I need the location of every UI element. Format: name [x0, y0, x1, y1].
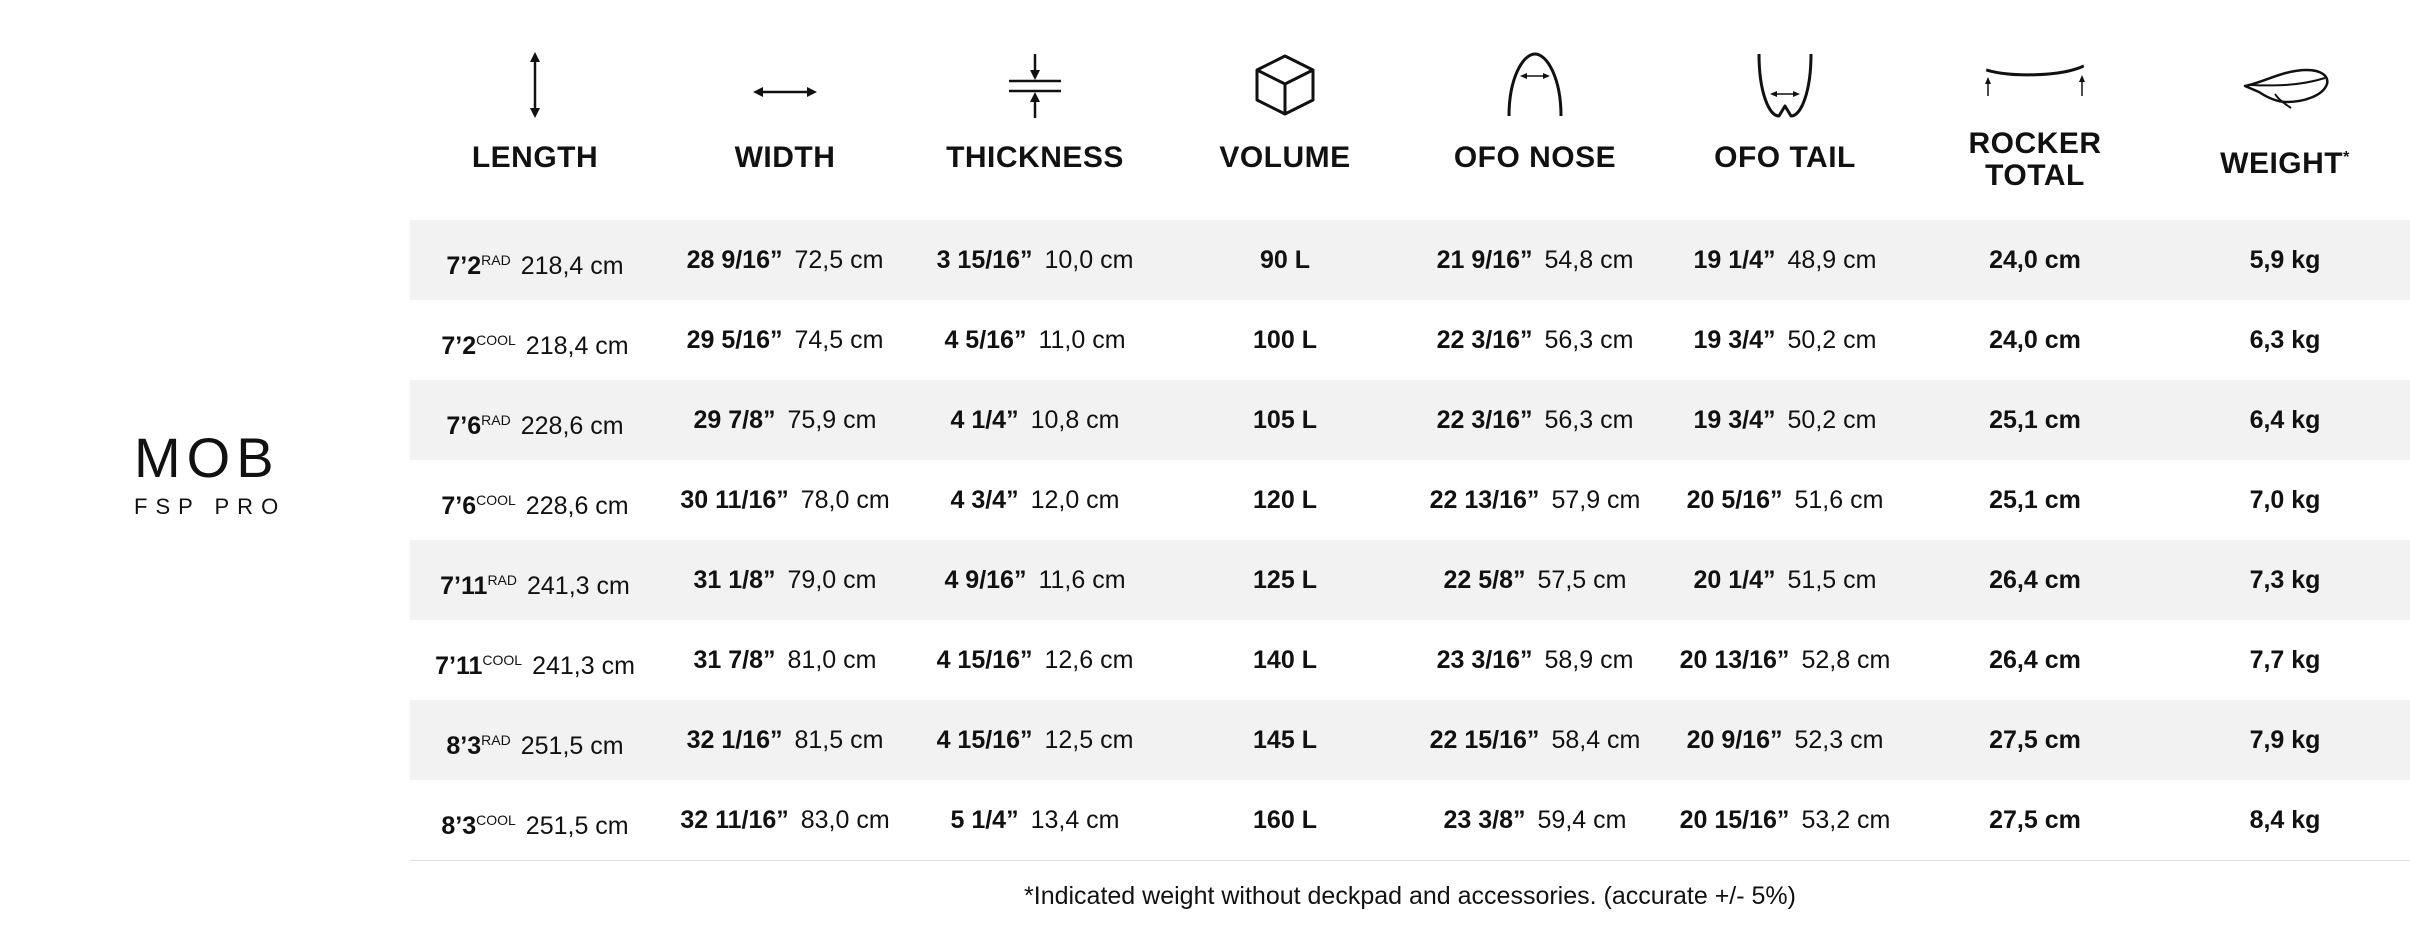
spec-table-header	[410, 0, 2410, 220]
column-label	[1910, 128, 2160, 192]
model-tag: COOL	[482, 652, 523, 668]
column-label: OFO TAIL	[1714, 141, 1856, 174]
imperial-value: 7’11	[440, 572, 488, 600]
cell-rocker	[1910, 460, 2160, 540]
column-label: VOLUME	[1219, 141, 1351, 174]
cell-width	[660, 700, 910, 780]
cell-volume	[1160, 700, 1410, 780]
value: 160 L	[1253, 806, 1317, 834]
cell-length	[410, 380, 660, 460]
imperial-value: 4 3/4”	[950, 486, 1019, 514]
value: 8,4 kg	[2249, 806, 2321, 834]
imperial-value: 22 13/16”	[1429, 486, 1540, 514]
column-label: LENGTH	[471, 141, 599, 174]
cell-ofo-nose	[1410, 380, 1660, 460]
cell-rocker	[1910, 780, 2160, 860]
cell-thickness	[910, 380, 1160, 460]
metric-value: 12,0 cm	[1030, 486, 1120, 514]
cell-weight	[2160, 300, 2410, 380]
table-bottom-divider	[410, 860, 2410, 861]
model-tag: COOL	[476, 812, 516, 828]
imperial-value: 3 15/16”	[936, 246, 1033, 274]
model-tag: COOL	[476, 492, 516, 508]
table-row	[410, 780, 2410, 860]
value: 7,3 kg	[2249, 566, 2321, 594]
metric-value: 228,6 cm	[525, 492, 629, 520]
cell-length	[410, 620, 660, 700]
imperial-value: 7’2	[441, 332, 477, 360]
cell-width	[660, 620, 910, 700]
metric-value: 10,8 cm	[1030, 406, 1120, 434]
cell-ofo-nose	[1410, 540, 1660, 620]
column-volume	[1160, 0, 1410, 220]
cell-weight	[2160, 380, 2410, 460]
model-tag: COOL	[476, 332, 516, 348]
cell-volume	[1160, 380, 1410, 460]
metric-value: 79,0 cm	[787, 566, 877, 594]
value: 27,5 cm	[1989, 726, 2081, 754]
imperial-value: 4 5/16”	[944, 326, 1027, 354]
cell-ofo-tail	[1660, 220, 1910, 300]
column-label-line2: TOTAL	[1985, 159, 2085, 192]
cell-thickness	[910, 300, 1160, 380]
imperial-value: 7’6	[441, 492, 477, 520]
metric-value: 11,6 cm	[1038, 566, 1126, 594]
metric-value: 10,0 cm	[1044, 246, 1134, 274]
imperial-value: 23 3/16”	[1436, 646, 1533, 674]
tail-outline-icon	[1735, 48, 1835, 128]
value: 90 L	[1259, 246, 1311, 274]
imperial-value: 7’6	[446, 412, 482, 440]
value: 6,3 kg	[2249, 326, 2321, 354]
cell-thickness	[910, 220, 1160, 300]
cell-length	[410, 300, 660, 380]
column-label: OFO NOSE	[1453, 141, 1617, 174]
cell-width	[660, 780, 910, 860]
value: 27,5 cm	[1989, 806, 2081, 834]
cell-volume	[1160, 300, 1410, 380]
metric-value: 81,5 cm	[794, 726, 884, 754]
spec-table-body	[410, 220, 2410, 860]
cell-ofo-tail	[1660, 540, 1910, 620]
imperial-value: 20 5/16”	[1686, 486, 1783, 514]
cell-rocker	[1910, 620, 2160, 700]
imperial-value: 4 1/4”	[950, 406, 1019, 434]
imperial-value: 19 3/4”	[1693, 326, 1776, 354]
cell-thickness	[910, 780, 1160, 860]
metric-value: 54,8 cm	[1544, 246, 1634, 274]
brand-block	[134, 426, 334, 520]
value: 26,4 cm	[1989, 646, 2081, 674]
value: 25,1 cm	[1989, 406, 2081, 434]
metric-value: 78,0 cm	[800, 486, 890, 514]
column-thickness	[910, 0, 1160, 220]
imperial-value: 22 3/16”	[1436, 406, 1533, 434]
table-row	[410, 620, 2410, 700]
column-label: THICKNESS	[946, 141, 1124, 174]
value: 26,4 cm	[1989, 566, 2081, 594]
metric-value: 51,5 cm	[1787, 566, 1877, 594]
value: 7,0 kg	[2249, 486, 2321, 514]
metric-value: 241,3 cm	[532, 652, 635, 680]
metric-value: 11,0 cm	[1038, 326, 1126, 354]
width-arrow-icon	[735, 48, 835, 128]
cell-rocker	[1910, 300, 2160, 380]
metric-value: 241,3 cm	[527, 572, 630, 600]
imperial-value: 8’3	[441, 812, 477, 840]
imperial-value: 5 1/4”	[950, 806, 1019, 834]
cell-ofo-nose	[1410, 780, 1660, 860]
column-rocker-total	[1910, 0, 2160, 220]
value: 125 L	[1253, 566, 1317, 594]
imperial-value: 4 15/16”	[936, 726, 1033, 754]
value: 7,9 kg	[2249, 726, 2321, 754]
metric-value: 228,6 cm	[520, 412, 624, 440]
cell-ofo-tail	[1660, 300, 1910, 380]
metric-value: 56,3 cm	[1544, 326, 1634, 354]
metric-value: 53,2 cm	[1801, 806, 1891, 834]
metric-value: 218,4 cm	[525, 332, 629, 360]
cell-thickness	[910, 700, 1160, 780]
metric-value: 56,3 cm	[1544, 406, 1634, 434]
value: 140 L	[1253, 646, 1317, 674]
imperial-value: 23 3/8”	[1443, 806, 1526, 834]
metric-value: 251,5 cm	[520, 732, 624, 760]
imperial-value: 19 3/4”	[1693, 406, 1776, 434]
cell-volume	[1160, 540, 1410, 620]
metric-value: 12,6 cm	[1044, 646, 1134, 674]
metric-value: 50,2 cm	[1787, 326, 1877, 354]
column-ofo-nose	[1410, 0, 1660, 220]
cell-length	[410, 460, 660, 540]
nose-outline-icon	[1485, 48, 1585, 128]
cell-weight	[2160, 780, 2410, 860]
cell-rocker	[1910, 540, 2160, 620]
cell-rocker	[1910, 700, 2160, 780]
metric-value: 59,4 cm	[1537, 806, 1627, 834]
metric-value: 218,4 cm	[520, 252, 624, 280]
column-label-line1: ROCKER	[1968, 127, 2102, 160]
metric-value: 51,6 cm	[1794, 486, 1884, 514]
feather-icon	[2235, 48, 2335, 128]
cell-weight	[2160, 620, 2410, 700]
metric-value: 83,0 cm	[800, 806, 890, 834]
column-label-text: WEIGHT	[2220, 147, 2344, 180]
imperial-value: 22 3/16”	[1436, 326, 1533, 354]
cell-thickness	[910, 460, 1160, 540]
table-row	[410, 700, 2410, 780]
metric-value: 57,5 cm	[1537, 566, 1627, 594]
column-weight	[2160, 0, 2410, 220]
metric-value: 13,4 cm	[1030, 806, 1120, 834]
imperial-value: 7’11	[435, 652, 483, 680]
value: 105 L	[1253, 406, 1317, 434]
metric-value: 58,4 cm	[1551, 726, 1641, 754]
cell-width	[660, 300, 910, 380]
cell-volume	[1160, 220, 1410, 300]
brand-subtitle: FSP PRO	[134, 494, 287, 519]
metric-value: 72,5 cm	[794, 246, 884, 274]
cell-width	[660, 220, 910, 300]
value: 7,7 kg	[2249, 646, 2321, 674]
imperial-value: 7’2	[446, 252, 482, 280]
imperial-value: 31 7/8”	[693, 646, 776, 674]
weight-footnote: *Indicated weight without deckpad and accessories. (accurate +/- 5%)	[1024, 882, 1796, 910]
rocker-icon	[1955, 48, 2115, 128]
model-tag: RAD	[481, 412, 511, 428]
imperial-value: 20 15/16”	[1679, 806, 1790, 834]
cell-ofo-tail	[1660, 380, 1910, 460]
metric-value: 48,9 cm	[1787, 246, 1877, 274]
column-label	[2160, 142, 2410, 180]
imperial-value: 8’3	[446, 732, 482, 760]
imperial-value: 19 1/4”	[1693, 246, 1776, 274]
value: 24,0 cm	[1989, 326, 2081, 354]
metric-value: 58,9 cm	[1544, 646, 1634, 674]
metric-value: 57,9 cm	[1551, 486, 1641, 514]
cell-ofo-nose	[1410, 460, 1660, 540]
imperial-value: 32 11/16”	[680, 806, 789, 834]
cell-ofo-nose	[1410, 620, 1660, 700]
cell-volume	[1160, 460, 1410, 540]
cell-length	[410, 540, 660, 620]
cell-volume	[1160, 620, 1410, 700]
imperial-value: 20 9/16”	[1686, 726, 1783, 754]
cell-weight	[2160, 540, 2410, 620]
cell-thickness	[910, 540, 1160, 620]
table-row	[410, 460, 2410, 540]
cell-weight	[2160, 700, 2410, 780]
cell-ofo-tail	[1660, 700, 1910, 780]
value: 6,4 kg	[2249, 406, 2321, 434]
metric-value: 52,8 cm	[1801, 646, 1891, 674]
imperial-value: 22 15/16”	[1429, 726, 1540, 754]
metric-value: 52,3 cm	[1794, 726, 1884, 754]
imperial-value: 20 13/16”	[1679, 646, 1790, 674]
column-label: WIDTH	[734, 141, 836, 174]
metric-value: 50,2 cm	[1787, 406, 1877, 434]
metric-value: 74,5 cm	[794, 326, 884, 354]
cell-ofo-tail	[1660, 780, 1910, 860]
cell-width	[660, 540, 910, 620]
cell-ofo-tail	[1660, 460, 1910, 540]
cell-length	[410, 780, 660, 860]
cell-ofo-nose	[1410, 300, 1660, 380]
value: 100 L	[1253, 326, 1317, 354]
cell-thickness	[910, 620, 1160, 700]
imperial-value: 4 15/16”	[936, 646, 1033, 674]
imperial-value: 22 5/8”	[1443, 566, 1526, 594]
length-arrow-icon	[485, 48, 585, 128]
column-ofo-tail	[1660, 0, 1910, 220]
table-row	[410, 300, 2410, 380]
imperial-value: 29 7/8”	[693, 406, 776, 434]
cell-rocker	[1910, 380, 2160, 460]
cell-length	[410, 220, 660, 300]
thickness-icon	[985, 48, 1085, 128]
model-tag: RAD	[481, 252, 511, 268]
table-row	[410, 540, 2410, 620]
cell-rocker	[1910, 220, 2160, 300]
brand-name: MOB	[134, 426, 280, 489]
cell-weight	[2160, 220, 2410, 300]
imperial-value: 20 1/4”	[1693, 566, 1776, 594]
column-length	[410, 0, 660, 220]
imperial-value: 30 11/16”	[680, 486, 789, 514]
cell-ofo-nose	[1410, 700, 1660, 780]
cell-weight	[2160, 460, 2410, 540]
metric-value: 81,0 cm	[787, 646, 877, 674]
table-row	[410, 220, 2410, 300]
imperial-value: 21 9/16”	[1436, 246, 1533, 274]
imperial-value: 28 9/16”	[686, 246, 783, 274]
cell-width	[660, 380, 910, 460]
model-tag: RAD	[481, 732, 511, 748]
value: 24,0 cm	[1989, 246, 2081, 274]
cell-ofo-nose	[1410, 220, 1660, 300]
model-tag: RAD	[487, 572, 517, 588]
value: 5,9 kg	[2249, 246, 2321, 274]
metric-value: 251,5 cm	[525, 812, 629, 840]
value: 25,1 cm	[1989, 486, 2081, 514]
metric-value: 12,5 cm	[1044, 726, 1134, 754]
metric-value: 75,9 cm	[787, 406, 877, 434]
table-row	[410, 380, 2410, 460]
cube-icon	[1235, 48, 1335, 128]
imperial-value: 4 9/16”	[944, 566, 1027, 594]
imperial-value: 31 1/8”	[693, 566, 776, 594]
footnote-marker: *	[2343, 149, 2350, 166]
imperial-value: 29 5/16”	[686, 326, 783, 354]
value: 120 L	[1253, 486, 1317, 514]
cell-ofo-tail	[1660, 620, 1910, 700]
cell-width	[660, 460, 910, 540]
value: 145 L	[1253, 726, 1317, 754]
cell-volume	[1160, 780, 1410, 860]
imperial-value: 32 1/16”	[686, 726, 783, 754]
cell-length	[410, 700, 660, 780]
column-width	[660, 0, 910, 220]
